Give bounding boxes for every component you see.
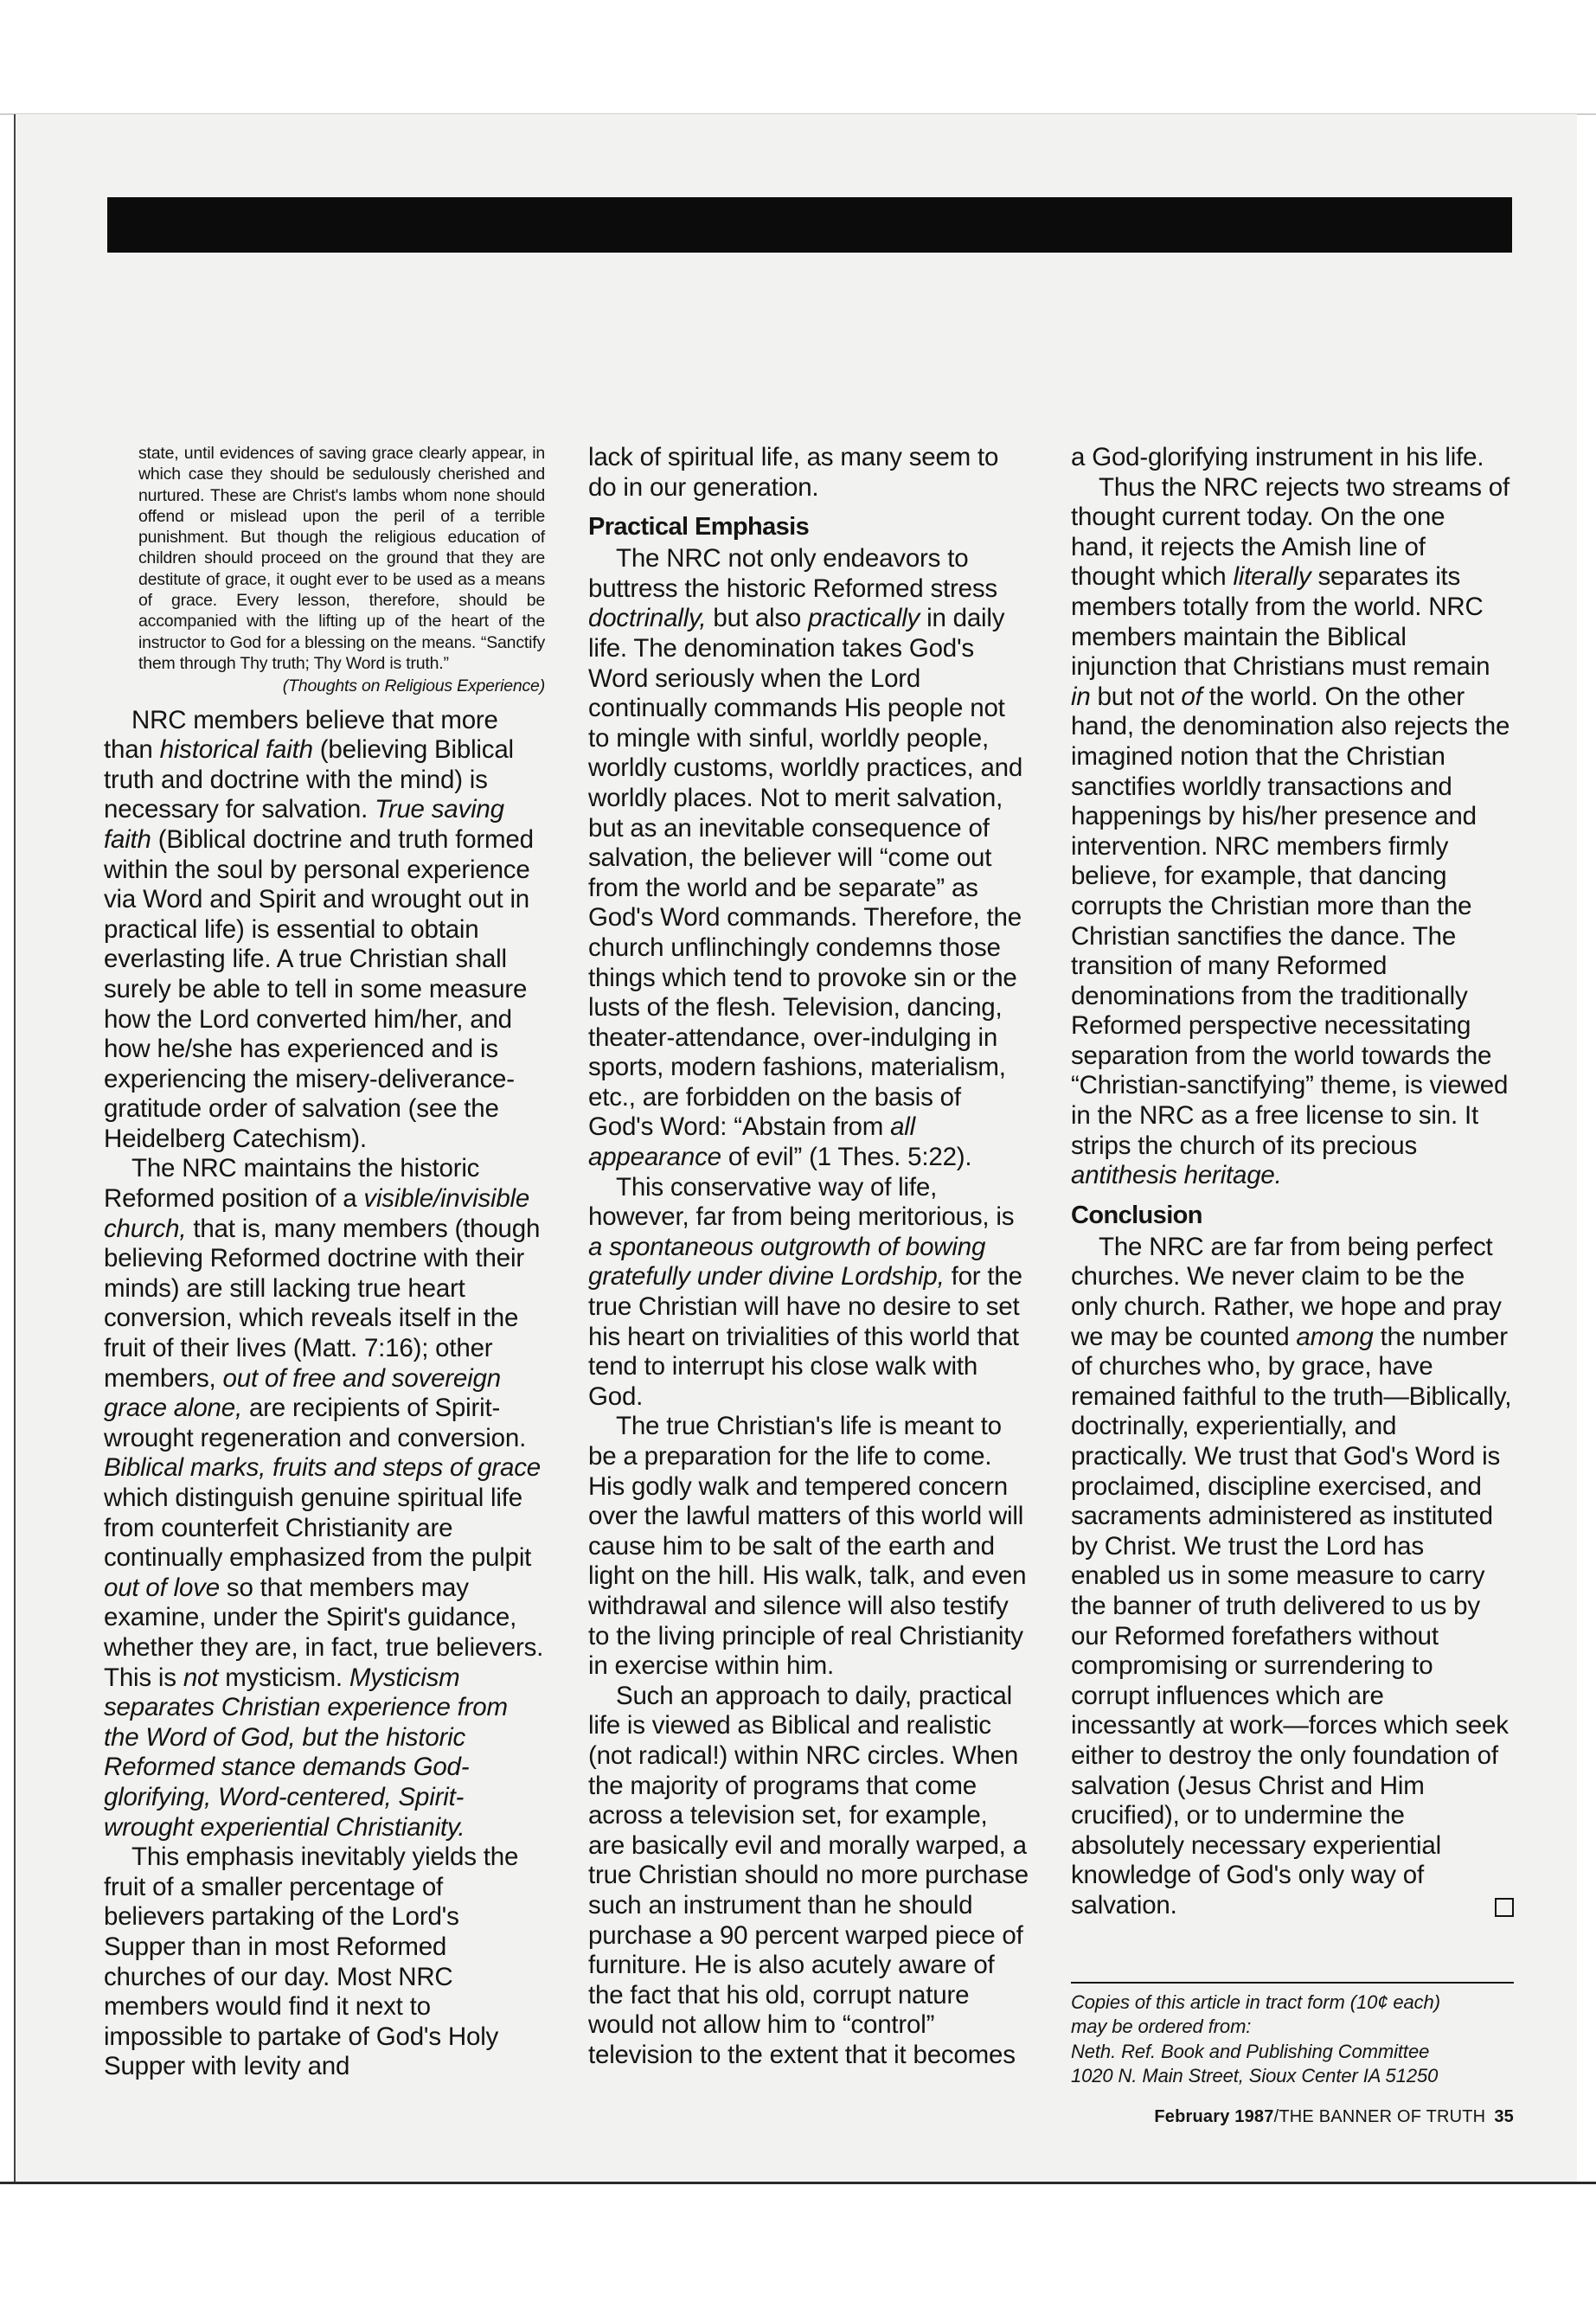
paragraph: a God-glorifying instrument in his life. — [1071, 443, 1484, 471]
tract-notice — [1071, 1990, 1514, 2089]
quote-text: state, until evidences of saving grace clearly appear, in which case they should be sedulously cherished and nurtured. These are Christ's lambs whom none should offend or mislead upon the peril of a terrible punishment. But though the religious education of children should proceed on the ground that they are destitute of grace, it ought ever to be used as a means of grace. Every lesson, therefore, should be accompanied with the lifting up of the heart of the instructor to God for a blessing on the means. “Sanctify them through Thy truth; Thy Word is truth.” — [138, 444, 545, 673]
paragraph: The true Christian's life is meant to be a preparation for the life to come. His godly walk and tempered concern over the lawful matters of this world will cause him to be salt of the earth and light on the hill. His walk, talk, and even withdrawal and silence will also testify to the living principle of real Christianity in exercise within him. — [588, 1412, 1027, 1681]
paragraph: The NRC maintains the historic Reformed position of a visible/invisible church, that is, many members (though believing Reformed doctrine with their minds) are still lacking true heart conversion, which reveals itself in the fruit of their lives (Matt. 7:16); other members, out of free and sovereign grace alone, are recipients of Spirit-wrought regeneration and conversion. Biblical marks, fruits and steps of grace which distinguish genuine spiritual life from counterfeit Christianity are continually emphasized from the pulpit out of love so that members may examine, under the Spirit's guidance, whether they are, in fact, true believers. This is not mysticism. Mysticism separates Christian experience from the Word of God, but the historic Reformed stance demands God-glorifying, Word-centered, Spirit-wrought experiential Christianity. — [104, 1154, 544, 1842]
page-footer — [1107, 2107, 1514, 2127]
section-heading-practical-emphasis: Practical Emphasis — [588, 513, 810, 542]
column-3 — [1071, 443, 1514, 2089]
column-2 — [588, 443, 1029, 2070]
paragraph: This conservative way of life, however, far from being meritorious, is a spontaneous outgrowth of bowing gratefully under divine Lordship, for the true Christian will have no desire to set his heart on trivialities of this world that tend to interrupt his close walk with God. — [588, 1172, 1022, 1411]
paragraph: Such an approach to daily, practical life is viewed as Biblical and realistic (not radical!) within NRC circles. When the majority of programs that come across a television set, for example, are basically evil and morally warped, a true Christian should no more purchase such an instrument than he should purchase a 90 percent warped piece of furniture. He is also acutely aware of the fact that his old, corrupt nature would not allow him to “control” television to the extent that it becomes — [588, 1681, 1029, 2069]
end-of-article-box-icon — [1495, 1898, 1514, 1917]
paragraph: Thus the NRC rejects two streams of thought current today. On the one hand, it rejects the Amish line of thought which literally separates its members totally from the world. NRC members maintain the Biblical injunction that Christians must remain in but not of the world. On the other hand, the denomination also rejects the imagined notion that the Christian sanctifies worldly transactions and happenings by his/her presence and intervention. NRC members firmly believe, for example, that dancing corrupts the Christian more than the Christian sanctifies the dance. The transition of many Reformed denominations from the traditionally Reformed perspective necessitating separation from the world towards the “Christian-sanctifying” theme, is viewed in the NRC as a free license to sin. It strips the church of its precious antithesis heritage. — [1071, 472, 1510, 1190]
paragraph: lack of spiritual life, as many seem to do in our generation. — [588, 443, 999, 502]
tract-line: Copies of this article in tract form (10¢ each) — [1071, 1990, 1440, 2013]
header-black-bar — [107, 197, 1512, 253]
page-left-edge — [14, 114, 16, 2183]
tract-line: 1020 N. Main Street, Sioux Center IA 51250 — [1071, 2065, 1439, 2086]
paragraph: NRC members believe that more than historical faith (believing Biblical truth and doctrine with the mind) is necessary for salvation. True saving faith (Biblical doctrine and truth formed within the soul by personal experience via Word and Spirit and wrought out in practical life) is essential to obtain everlasting life. A true Christian shall surely be able to tell in some measure how the Lord converted him/her, and how he/she has experienced and is experiencing the misery-deliverance-gratitude order of salvation (see the Heidelberg Catechism). — [104, 705, 534, 1153]
tract-line: Neth. Ref. Book and Publishing Committee — [1071, 2040, 1430, 2062]
quote-source: (Thoughts on Religious Experience) — [282, 676, 545, 696]
page-number: 35 — [1494, 2107, 1514, 2126]
tract-line: may be ordered from: — [1071, 2016, 1252, 2037]
block-quote — [138, 443, 545, 697]
section-heading-conclusion: Conclusion — [1071, 1201, 1202, 1229]
paragraph: This emphasis inevitably yields the fruit of a smaller percentage of believers partaking of the Lord's Supper than in most Reformed churches of our day. Most NRC members would find it next to impossible to partake of God's Holy Supper with levity and — [104, 1843, 519, 2081]
footer-publication: /THE BANNER OF TRUTH — [1273, 2107, 1486, 2126]
page-bottom-edge — [0, 2182, 1596, 2184]
column-1 — [104, 443, 545, 2082]
footer-date: February 1987 — [1154, 2107, 1274, 2126]
paragraph: The NRC are far from being perfect churches. We never claim to be the only church. Rather, we hope and pray we may be counted among the number of churches who, by grace, have remained faithful to the truth—Biblically, doctrinally, experientially, and practically. We trust that God's Word is proclaimed, discipline exercised, and sacraments administered as instituted by Christ. We trust the Lord has enabled us in some measure to carry the banner of truth delivered to us by our Reformed forefathers without compromising or surrendering to corrupt influences which are incessantly at work—forces which seek either to destroy the only foundation of salvation (Jesus Christ and Him crucified), or to undermine the absolutely necessary experiential knowledge of God's only way of salvation. — [1071, 1233, 1514, 1921]
tract-divider — [1071, 1982, 1514, 1984]
paragraph: The NRC not only endeavors to buttress the historic Reformed stress doctrinally, but also practically in daily life. The denomination takes God's Word seriously when the Lord continually commands His people not to mingle with sinful, worldly people, worldly customs, worldly practices, and worldly places. Not to merit salvation, but as an inevitable consequence of salvation, the believer will “come out from the world and be separate” as God's Word commands. Therefore, the church unflinchingly condemns those things which tend to provoke sin or the lusts of the flesh. Television, dancing, theater-attendance, over-indulging in sports, modern fashions, materialism, etc., are forbidden on the basis of God's Word: “Abstain from all appearance of evil” (1 Thes. 5:22). — [588, 544, 1023, 1172]
